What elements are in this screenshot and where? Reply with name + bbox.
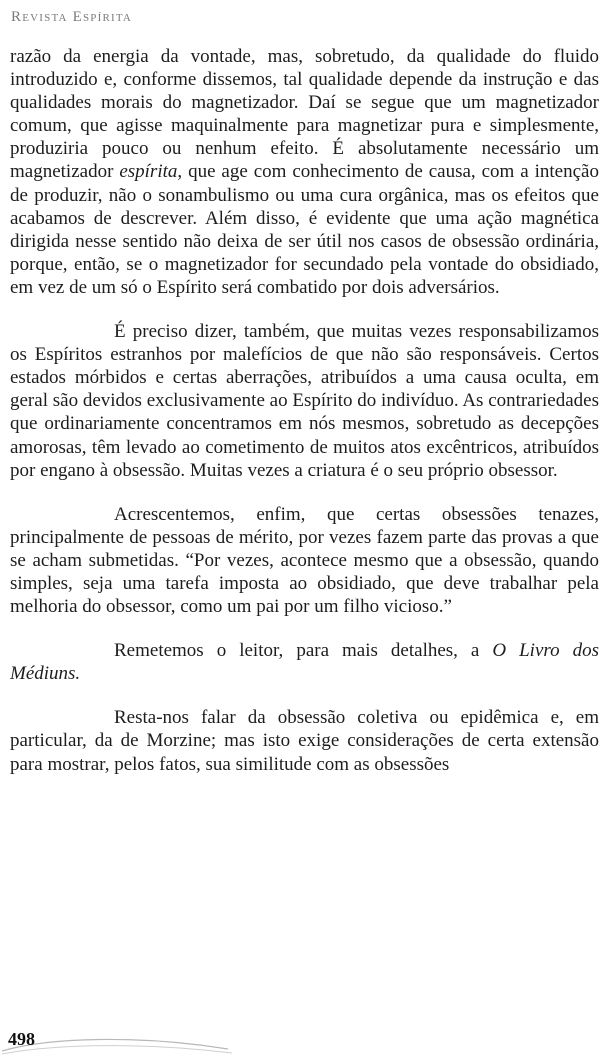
paragraph-text: Remetemos o leitor, para mais detalhes, a	[114, 640, 493, 662]
paragraph: Acrescentemos, enfim, que certas obsessões tenazes, principalmente de pessoas de mérito, por vezes fazem parte das provas a que se acham submetidas. “Por vezes, acontece mesmo que a obsessão, quando simples, seja uma tarefa imposta ao obsidiado, que deve trabalhar pela melhoria do obsessor, como um pai por um filho vicioso.”	[10, 503, 599, 618]
page-number: 498	[8, 1029, 35, 1049]
paragraph: É preciso dizer, também, que muitas vezes responsabilizamos os Espíritos estranhos por malefícios de que não são responsáveis. Certos estados mórbidos e certas aberrações, atribuídos a uma causa oculta, em geral são devidos exclusivamente ao Espírito do indivíduo. As contrariedades que ordinariamente concentramos em nós mesmos, sobretudo as decepções amorosas, têm levado ao cometimento de muitos atos excêntricos, atribuídos por engano à obsessão. Muitas vezes a criatura é o seu próprio obsessor.	[10, 321, 599, 481]
page-footer	[0, 1027, 611, 1063]
paragraph-text: razão da energia da vontade, mas, sobretudo, da qualidade do fluido introduzido e, conforme dissemos, tal qualidade depende da instrução e das qualidades morais do magnetizador. Daí se segue que um magnetizador comum, que agisse maquinalmente para magnetizar pura e simplesmente, produziria pouco ou nenhum efeito. É absolutamente necessário um magnetizador	[10, 46, 599, 183]
paragraph-text: , que age com conhecimento de causa, com a intenção de produzir, não o sonambulismo ou uma cura orgânica, mas os efeitos que acabamos de descrever. Além disso, é evidente que uma ação magnética dirigida nesse sentido não deixa de ser útil nos casos de obsessão ordinária, porque, então, se o magnetizador for secundado pela vontade do obsidiado, em vez de um só o Espírito será combatido por dois adversários.	[10, 161, 599, 298]
paragraph: Resta-nos falar da obsessão coletiva ou epidêmica e, em particular, da de Morzine; mas isto exige considerações de certa extensão para mostrar, pelos fatos, sua similitude com as obsessões	[10, 707, 599, 775]
decorative-swoosh-icon	[0, 1027, 240, 1063]
paragraph	[10, 639, 599, 685]
running-head: Revista Espírita	[11, 9, 133, 25]
emphasis: espírita	[119, 161, 178, 183]
book-title: O Livro dos Médiuns.	[10, 640, 599, 685]
page-body	[10, 45, 599, 797]
paragraph	[10, 45, 599, 299]
